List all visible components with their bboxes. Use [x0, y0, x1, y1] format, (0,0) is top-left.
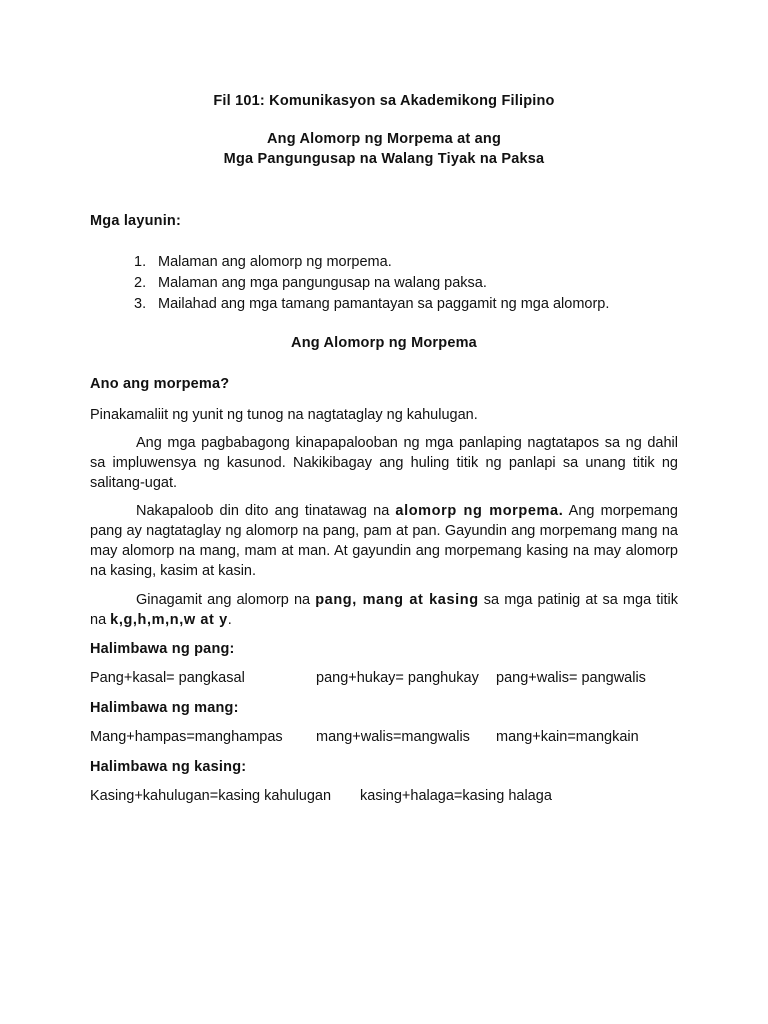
paragraph-3-text-c: . [227, 612, 232, 628]
example-item: mang+walis=mangwalis [316, 729, 470, 745]
paragraph-2-text-b: Ang morpemang pang ay nagtataglay ng alomorp na pang, pam at pan. Gayundin ang morpemang mang na may alomorp na mang, mam at man. At gayundin ang morpemang kasing na may alomorp na kasing, kasim at kasin. [90, 503, 678, 579]
list-item [134, 294, 674, 315]
example-heading-pang: Halimbawa ng pang: [90, 641, 235, 657]
example-row-kasing [90, 786, 678, 806]
list-text: Malaman ang alomorp ng morpema. [158, 254, 392, 270]
example-item: Mang+hampas=manghampas [90, 729, 283, 745]
paragraph-2-bold-term: alomorp ng morpema. [395, 503, 564, 519]
example-heading-mang: Halimbawa ng mang: [90, 700, 239, 716]
section-title: Ang Alomorp ng Morpema [291, 335, 477, 351]
example-item: Kasing+kahulugan=kasing kahulugan [90, 788, 332, 804]
list-number: 1. [134, 254, 147, 270]
example-item: Pang+kasal= pangkasal [90, 670, 245, 686]
paragraph-3-text-a: Ginagamit ang alomorp na [136, 592, 316, 608]
list-number: 2. [134, 275, 147, 291]
objectives-heading: Mga layunin: [90, 213, 182, 229]
paragraph-1: Ang mga pagbabagong kinapapalooban ng mga panlaping nagtatapos sa ng dahil sa impluwensya ng kasunod. Nakikibagay ang huling titik ng panlapi sa unang titik ng salitang-ugat. [90, 435, 678, 491]
paragraph-3-text-b: sa mga patinig at sa mga titik na [90, 592, 678, 628]
list-item [134, 273, 674, 294]
paragraph-3 [90, 590, 678, 630]
list-text: Malaman ang mga pangungusap na walang paksa. [158, 275, 487, 291]
example-heading-kasing: Halimbawa ng kasing: [90, 759, 247, 775]
list-number: 3. [134, 296, 147, 312]
list-text: Mailahad ang mga tamang pamantayan sa paggamit ng mga alomorp. [158, 296, 610, 312]
example-item: mang+kain=mangkain [496, 729, 639, 745]
example-item: kasing+halaga=kasing halaga [360, 788, 552, 804]
lesson-title-line1: Ang Alomorp ng Morpema at ang [266, 131, 502, 147]
paragraph-3-bold-a: pang, mang at kasing [315, 592, 479, 608]
question-heading: Ano ang morpema? [90, 376, 230, 392]
example-row-mang [90, 727, 678, 747]
paragraph-2-text-a: Nakapaloob din dito ang tinatawag na [136, 503, 396, 519]
paragraph-2 [90, 501, 678, 581]
list-item [134, 252, 674, 273]
example-item: pang+hukay= panghukay [316, 670, 479, 686]
example-item: pang+walis= pangwalis [496, 670, 646, 686]
definition-text: Pinakamaliit ng yunit ng tunog na nagtataglay ng kahulugan. [90, 407, 478, 423]
objectives-list [134, 252, 674, 315]
document-page [90, 0, 678, 1024]
lesson-title-line2: Mga Pangungusap na Walang Tiyak na Paksa [223, 151, 545, 167]
paragraph-3-bold-b: k,g,h,m,n,w at y [110, 612, 228, 628]
example-row-pang [90, 668, 678, 688]
course-title: Fil 101: Komunikasyon sa Akademikong Filipino [213, 93, 555, 109]
